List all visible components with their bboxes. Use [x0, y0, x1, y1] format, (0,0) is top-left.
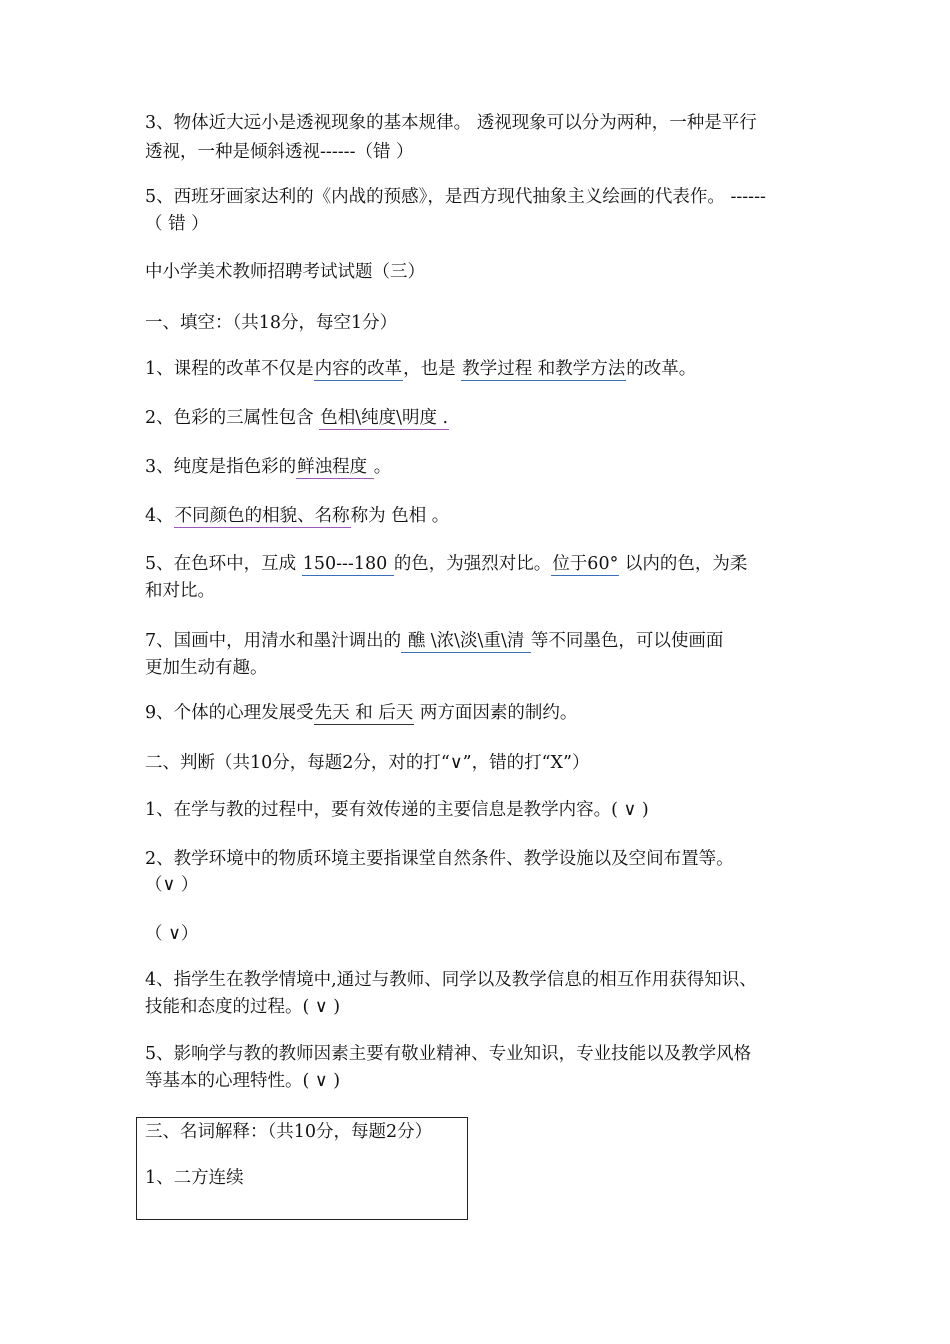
fill-q4-pre: 4、 — [145, 506, 174, 526]
fill-q7-line2: 更加生动有趣。 — [145, 658, 268, 678]
q5a-line2: （ 错 ） — [145, 214, 209, 234]
term-q1: 1、二方连续 — [145, 1168, 244, 1188]
section1-heading: 一、填空：（共18分，每空1分） — [145, 313, 398, 333]
fill-q3-pre: 3、纯度是指色彩的 — [145, 457, 297, 477]
section3-heading: 三、名词解释：（共10分，每题2分） — [145, 1122, 433, 1142]
fill-q1-answer1: 内容的改革 — [314, 359, 403, 379]
section2-heading: 二、判断（共10分，每题2分，对的打“∨”，错的打“X”） — [145, 753, 590, 773]
fill-q7 — [145, 628, 723, 654]
judge-q3: （ ∨） — [145, 924, 199, 944]
fill-q1 — [145, 356, 696, 382]
q5a-line1: 5、西班牙画家达利的《内战的预感》，是西方现代抽象主义绘画的代表作。 ------ — [145, 187, 766, 207]
fill-q7-answer: 醮 \浓\淡\重\清 — [402, 631, 530, 651]
exam-title: 中小学美术教师招聘考试试题（三） — [145, 262, 425, 282]
fill-q5-pre: 5、在色环中，互成 — [145, 554, 302, 574]
fill-q4-answer: 不同颜色的相貌、名称 — [174, 506, 350, 526]
judge-q5-line1: 5、影响学与教的教师因素主要有敬业精神、专业知识，专业技能以及教学风格 — [145, 1044, 752, 1064]
fill-q7-pre: 7、国画中，用清水和墨汁调出的 — [145, 631, 402, 651]
fill-q1-pre: 1、课程的改革不仅是 — [145, 359, 314, 379]
fill-q9-answer: 先天 和 后天 — [314, 703, 414, 723]
fill-q5-post: 以内的色，为柔 — [619, 554, 748, 574]
fill-q4-post: 称为 色相 。 — [350, 506, 450, 526]
fill-q5-mid: 的色，为强烈对比。 — [393, 554, 552, 574]
judge-q4-line1: 4、指学生在教学情境中,通过与教师、同学以及教学信息的相互作用获得知识、 — [145, 970, 757, 990]
q3a-line2: 透视，一种是倾斜透视------（错 ） — [145, 142, 414, 162]
fill-q5-line2: 和对比。 — [145, 581, 215, 601]
fill-q2-pre: 2、色彩的三属性包含 — [145, 408, 320, 428]
judge-q1: 1、在学与教的过程中，要有效传递的主要信息是教学内容。( ∨ ) — [145, 800, 649, 820]
judge-q2-line2: （∨ ） — [145, 875, 199, 895]
fill-q2 — [145, 405, 449, 431]
judge-q2-line1: 2、教学环境中的物质环境主要指课堂自然条件、教学设施以及空间布置等。 — [145, 849, 734, 869]
fill-q2-answer: 色相\纯度\明度 . — [320, 408, 449, 428]
fill-q9-post: 两方面因素的制约。 — [414, 703, 578, 723]
fill-q1-mid: ，也是 — [403, 359, 462, 379]
judge-q4-line2: 技能和态度的过程。( ∨ ) — [145, 997, 341, 1017]
fill-q5-answer2: 位于60° — [552, 554, 619, 574]
judge-q5-line2: 等基本的心理特性。( ∨ ) — [145, 1071, 341, 1091]
fill-q5-answer1: 150---180 — [302, 554, 393, 574]
fill-q3 — [145, 454, 391, 480]
fill-q1-post: 的改革。 — [626, 359, 697, 379]
q3a-line1: 3、物体近大远小是透视现象的基本规律。 透视现象可以分为两种，一种是平行 — [145, 113, 757, 133]
fill-q5 — [145, 551, 747, 577]
fill-q7-post: 等不同墨色，可以使画面 — [530, 631, 724, 651]
fill-q4 — [145, 503, 449, 529]
fill-q9-pre: 9、个体的心理发展受 — [145, 703, 314, 723]
fill-q3-answer: 鲜浊程度 — [297, 457, 373, 477]
fill-q1-answer2: 教学过程 和教学方法 — [462, 359, 626, 379]
fill-q9 — [145, 700, 577, 726]
fill-q3-post: 。 — [373, 457, 392, 477]
